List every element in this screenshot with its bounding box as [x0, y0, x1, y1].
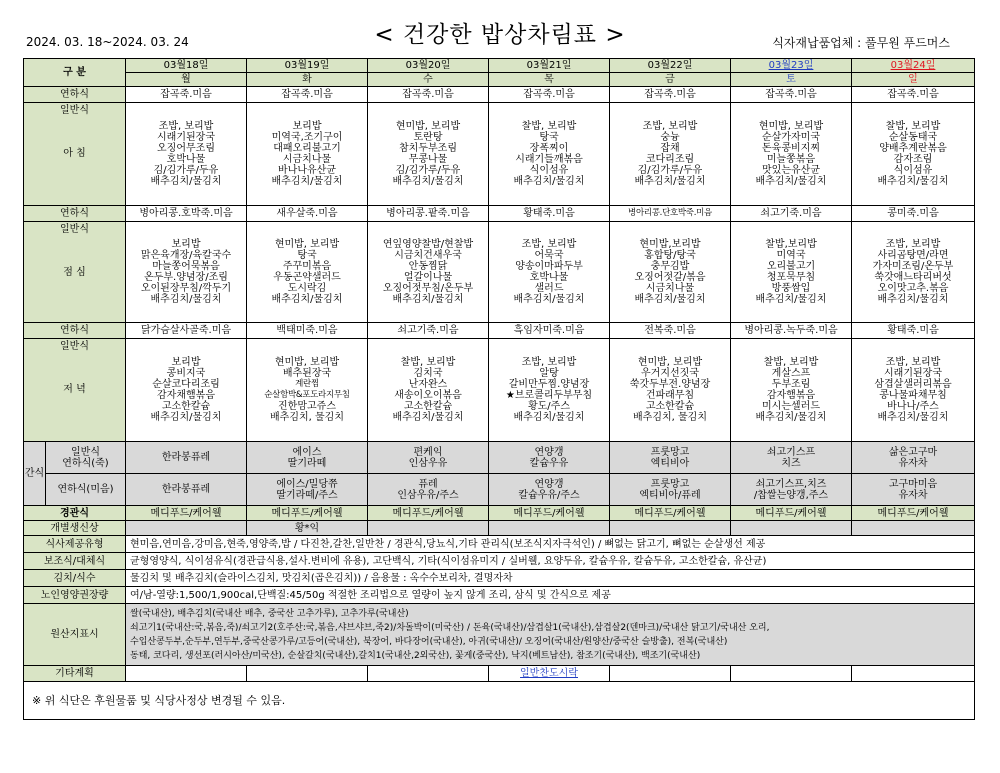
menu-cell: 잡곡죽.미음: [731, 87, 852, 103]
row-label: [24, 103, 126, 206]
row-label: 연하식: [24, 323, 126, 339]
menu-cell: 찰밥, 보리밥 탕국 장폭찌이 시래기들깨볶음 식이섬유 배추김치/물김치: [489, 103, 610, 206]
dinner-row: [24, 339, 975, 442]
row-label: 연하식: [24, 87, 126, 103]
menu-cell: 새우살죽.미음: [247, 206, 368, 222]
menu-cell: [368, 521, 489, 536]
snack-cell: 고구마미음 유자차: [852, 474, 975, 506]
menu-cell: 흑임자미죽.미음: [489, 323, 610, 339]
plan-cell: [610, 666, 731, 682]
snack-general-row: [24, 442, 975, 474]
date-cell: 03월21일: [489, 59, 610, 73]
menu-cell: [126, 521, 247, 536]
sub-label: 일반식: [60, 341, 89, 352]
row-label: 연하식(미음): [46, 474, 126, 506]
menu-cell: 백태미죽.미음: [247, 323, 368, 339]
menu-cell: [489, 521, 610, 536]
row-label: 연하식: [24, 206, 126, 222]
row-label: 경관식: [24, 506, 126, 521]
menu-cell: [731, 521, 852, 536]
snack-cell: 쇠고기스프 치즈: [731, 442, 852, 474]
menu-cell: 현미밥,보리밥 홍합탕/탕국 충무김밥 오징어젓갈/볶음 시금치나물 배추김치/물김치: [610, 222, 731, 323]
notice-text: ※ 위 식단은 후원물품 및 식당사정상 변경될 수 있음.: [24, 682, 975, 720]
nutrition-row: [24, 587, 975, 604]
menu-cell: 조밥, 보리밥 시래기된장국 오징어무조림 호박나물 김/김가루/두유 배추김치/물김치: [126, 103, 247, 206]
date-cell: 03월20일: [368, 59, 489, 73]
menu-cell: 찰밥,보리밥 미역국 오리불고기 청포묵무침 방풍쌈입 배추김치/물김치: [731, 222, 852, 323]
snack-cell: 한라봉퓨레: [126, 474, 247, 506]
meal-types-row: [24, 536, 975, 553]
menu-cell: 현미밥, 보리밥 우거지선짓국 쑥갓두부전.양념장 건파래무침 고소한칼슘 배추김치, 물김치: [610, 339, 731, 442]
lunch-row: [24, 222, 975, 323]
row-label: 개별생신상: [24, 521, 126, 536]
row-label: [24, 222, 126, 323]
menu-cell: 보리밥 미역국,조기구이 대패오리불고기 시금치나물 바나나유산균 배추김치/물김치: [247, 103, 368, 206]
menu-cell: 쇠고기죽.미음: [368, 323, 489, 339]
menu-cell: 조밥, 보리밥 알탕 갈비만두찜.양념장 ★브로콜리두부무침 황도/주스 배추김치/물김치: [489, 339, 610, 442]
menu-cell: 닭가슴살사골죽.미음: [126, 323, 247, 339]
snack-cell: 프룻망고 엑티비아: [610, 442, 731, 474]
breakfast-soft-row: [24, 87, 975, 103]
date-range: 2024. 03. 18~2024. 03. 24: [26, 35, 189, 49]
menu-cell: [610, 521, 731, 536]
menu-cell: 찰밥, 보리밥 게살스프 두부조림 감자햄볶음 미시는셀러드 배추김치/물김치: [731, 339, 852, 442]
row-label: 원산지표시: [24, 604, 126, 666]
menu-cell: 보리밥 맑은육개장/육칼국수 마늘쫑어묵볶음 온두부.양념장/조림 오이된장무침/깍두기 배추김치/물김치: [126, 222, 247, 323]
menu-cell: 병아리콩.호박죽.미음: [126, 206, 247, 222]
snack-cell: 쇠고기스프,치즈 /찹쌀는양갱,주스: [731, 474, 852, 506]
snack-cell: 한라봉퓨레: [126, 442, 247, 474]
kimchi-row: [24, 570, 975, 587]
date-cell: 03월19일: [247, 59, 368, 73]
menu-cell: 연잎영양찰밥/현찰밥 시금치건새우국 안동찜닭 얼갈이나물 오징어젓무침/온두부 배추김치/물김치: [368, 222, 489, 323]
row-label: 식사제공유형: [24, 536, 126, 553]
info-text: 물김치 및 배추김치(슬라이스김치, 맛김치(곱은김치)) / 음용물 : 옥수수보리차, 결명자차: [126, 570, 975, 587]
menu-cell: 조밥, 보리밥 어묵국 양송이마파두부 호박나물 샐러드 배추김치/물김치: [489, 222, 610, 323]
snack-cell: 삶은고구마 유자차: [852, 442, 975, 474]
page-title: < 건강한 밥상차림표 >: [374, 22, 626, 48]
menu-cell: 전복죽.미음: [610, 323, 731, 339]
menu-cell: [852, 521, 975, 536]
menu-cell: 병아리콩.단호박죽.미음: [610, 206, 731, 222]
menu-cell: 메디푸드/케어웰: [610, 506, 731, 521]
day-cell: 수: [368, 73, 489, 87]
snack-cell: 연양갱 칼슘우유/주스: [489, 474, 610, 506]
menu-cell: 찰밥, 보리밥 김치국 난자완스 새송이오이볶음 고소한칼슘 배추김치/물김치: [368, 339, 489, 442]
menu-cell: 황태죽.미음: [852, 323, 975, 339]
notice-row: [24, 682, 975, 720]
menu-table: [23, 58, 975, 720]
menu-cell: 조밥, 보리밥 숭늉 잡채 코다리조림 김/김가루/두유 배추김치/물김치: [610, 103, 731, 206]
date-cell-saturday: 03월23일: [731, 59, 852, 73]
meal-label: 점 심: [63, 267, 86, 278]
day-cell-saturday: 토: [731, 73, 852, 87]
birthday-row: [24, 521, 975, 536]
plan-cell: [368, 666, 489, 682]
menu-cell: 잡곡죽.미음: [247, 87, 368, 103]
menu-cell: 메디푸드/케어웰: [489, 506, 610, 521]
menu-cell: 현미밥, 보리밥 순살가자미국 돈육콩비지찌 미늘쫑볶음 맛있는유산균 배추김치/물김치: [731, 103, 852, 206]
day-row: [24, 73, 975, 87]
menu-cell: 메디푸드/케어웰: [368, 506, 489, 521]
row-label: 일반식 연하식(죽): [46, 442, 126, 474]
menu-cell: 보리밥 콩비지국 순살코다리조림 감자채햄볶음 고소한칼슘 배추김치/물김치: [126, 339, 247, 442]
plan-cell: 일반찬도시락: [489, 666, 610, 682]
snack-cell: 편케익 인삼우유: [368, 442, 489, 474]
day-cell: 금: [610, 73, 731, 87]
menu-cell: 조밥, 보리밥 사리곰탕면/라면 가자미조림/온두부 쑥갓애느타리버섯 오이맛고추.볶음 배추김치/물김치: [852, 222, 975, 323]
supplier-info: 식자재납품업체 : 풀무원 푸드머스: [772, 36, 950, 50]
snack-cell: 연양갱 칼슘우유: [489, 442, 610, 474]
info-text: 현미음,연미음,강미음,현죽,영양죽,밥 / 다진찬,갈찬,일반찬 / 경관식,당뇨식,기타 관리식(보조식지자극석인) / 뼈없는 닭고기, 뼈없는 순살생선 제공: [126, 536, 975, 553]
day-cell: 목: [489, 73, 610, 87]
info-text: 여/남-열량:1,500/1,900cal,단백질:45/50g 적절한 조리법으로 열량이 높지 않게 조리, 삼식 및 간식으로 제공: [126, 587, 975, 604]
menu-cell: 잡곡죽.미음: [489, 87, 610, 103]
menu-cell: 잡곡죽.미음: [610, 87, 731, 103]
info-text: 균형영양식, 식이섬유식(경관급식용,설사.변비에 유용), 고단백식, 기타(식이섬유미지 / 실버웰, 요양두유, 칼슘우유, 칼슘두유, 고소한칼슘, 유산균): [126, 553, 975, 570]
tube-feed-row: [24, 506, 975, 521]
date-row: [24, 59, 975, 73]
row-label: 노인영양권장량: [24, 587, 126, 604]
menu-cell: 메디푸드/케어웰: [731, 506, 852, 521]
plan-cell: [731, 666, 852, 682]
supplement-row: [24, 553, 975, 570]
snack-group-label: 간식: [24, 442, 46, 506]
breakfast-row: [24, 103, 975, 206]
menu-cell: 잡곡죽.미음: [126, 87, 247, 103]
menu-cell: 현미밥, 보리밥 배추된장국 계란찜 순살함박&포도라지무침 진한맘고쥬스 배추김치, 물김치: [247, 339, 368, 442]
snack-cell: 에이스/밀당쮸 딸기라떼/주스: [247, 474, 368, 506]
menu-cell: 황*익: [247, 521, 368, 536]
row-label: 김치/식수: [24, 570, 126, 587]
menu-cell: 잡곡죽.미음: [852, 87, 975, 103]
menu-cell: 병아리콩.녹두죽.미음: [731, 323, 852, 339]
menu-cell: 조밥, 보리밥 시래기된장국 삼겹살샐러리볶음 콩나물파채무침 바나나/주스 배추김치/물김치: [852, 339, 975, 442]
origin-text: 쌀(국내산), 배추김치(국내산 배추, 중국산 고추가루), 고추가루(국내산) 쇠고기1(국내산:국,볶음,죽)/쇠고기2(호주산:국,볶음,샤브샤브,죽2)/차돌박이(미국산) / 돈육(국내산)/삼겹살1(국내산),삼겹살2(덴마크)/국내산 닭고기/국내산 오리, 수입산콩두부,순두부,연두부,중국산콩가루/고등어(국내산), 북장어, 바다장어(국내산), 아귀(국내산)/ 오징어(국내산/원양산/중국산 슬방출), 전복(국내산) 동태, 코다리, 생선포(러시아산/미국산), 순살갈치(국내산),갈치1(국내산,2외국산), 꽃게(중국산), 낙지(베트남산), 참조기(국내산), 백조기(국내산): [126, 604, 975, 666]
snack-cell: 퓨레 인삼우유/주스: [368, 474, 489, 506]
snack-cell: 프룻망고 엑티비아/퓨레: [610, 474, 731, 506]
day-cell-sunday: 일: [852, 73, 975, 87]
plan-cell: [852, 666, 975, 682]
menu-cell: 황태죽.미음: [489, 206, 610, 222]
other-plan-row: [24, 666, 975, 682]
sub-label: 일반식: [60, 224, 89, 235]
snack-mieum-row: [24, 474, 975, 506]
row-label: [24, 339, 126, 442]
snack-cell: 에이스 딸기라떼: [247, 442, 368, 474]
plan-cell: [126, 666, 247, 682]
day-cell: 월: [126, 73, 247, 87]
meal-label: 아 침: [63, 148, 86, 159]
origin-row: [24, 604, 975, 666]
dinner-soft-row: [24, 323, 975, 339]
row-label: 보조식/대체식: [24, 553, 126, 570]
menu-cell: 찰밥, 보리밥 순살동태국 양배추계란볶음 감자조림 식이섬유 배추김치/물김치: [852, 103, 975, 206]
menu-cell: 병아리콩.팥죽.미음: [368, 206, 489, 222]
menu-cell: 잡곡죽.미음: [368, 87, 489, 103]
lunch-soft-row: [24, 206, 975, 222]
menu-cell: 현미밥, 보리밥 토란탕 참치두부조림 무콩나물 김/김가루/두유 배추김치/물김치: [368, 103, 489, 206]
plan-cell: [247, 666, 368, 682]
menu-cell: 메디푸드/케어웰: [852, 506, 975, 521]
date-cell: 03월18일: [126, 59, 247, 73]
row-label: 기타계획: [24, 666, 126, 682]
menu-cell: 쇠고기죽.미음: [731, 206, 852, 222]
menu-cell: 현미밥, 보리밥 탕국 주꾸미볶음 우동곤약샐러드 도시락김 배추김치/물김치: [247, 222, 368, 323]
date-cell: 03월22일: [610, 59, 731, 73]
sub-label: 일반식: [60, 105, 89, 116]
menu-cell: 메디푸드/케어웰: [247, 506, 368, 521]
meal-label: 저 녁: [63, 384, 86, 395]
day-cell: 화: [247, 73, 368, 87]
date-cell-sunday: 03월24일: [852, 59, 975, 73]
menu-cell: 콩미죽.미음: [852, 206, 975, 222]
category-header: 구 분: [24, 59, 126, 87]
menu-cell: 메디푸드/케어웰: [126, 506, 247, 521]
